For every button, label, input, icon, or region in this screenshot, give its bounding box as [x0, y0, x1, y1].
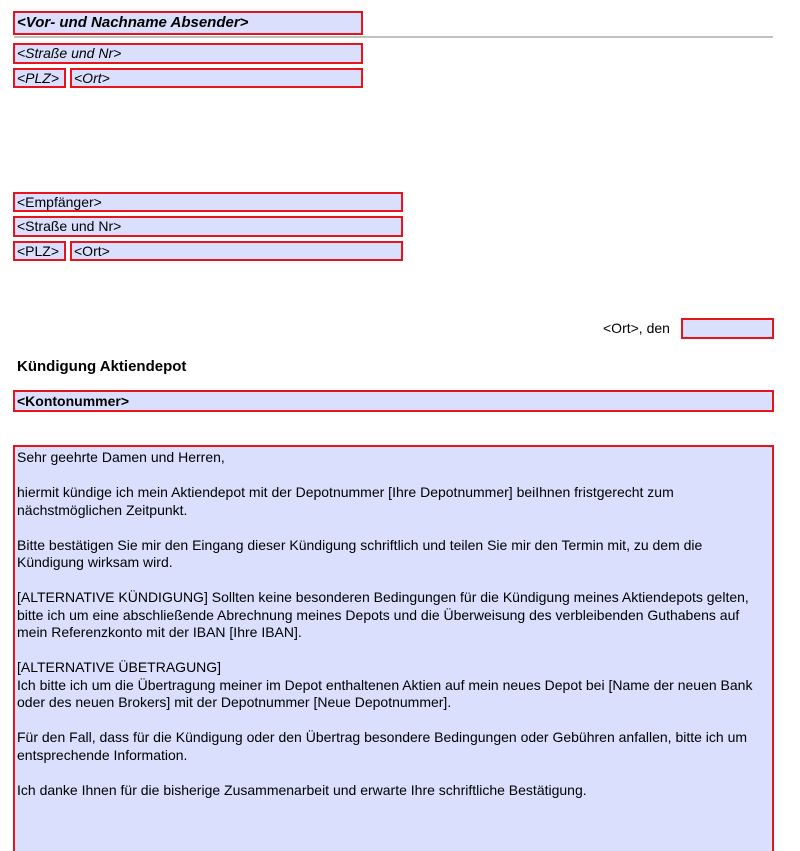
- letter-paragraph-2: Bitte bestätigen Sie mir den Eingang dieser Kündigung schriftlich und teilen Sie mir den Termin mit, zu dem die Kündigung wirksam wird.: [17, 536, 703, 570]
- letter-paragraph-6: Ich danke Ihnen für die bisherige Zusammenarbeit und erwarte Ihre schriftliche Bestätigung.: [17, 781, 587, 798]
- recipient-zip-field[interactable]: <PLZ>: [13, 241, 66, 261]
- date-field[interactable]: [681, 318, 774, 339]
- date-line-label: <Ort>, den: [603, 320, 670, 336]
- account-number-field[interactable]: <Kontonummer>: [13, 390, 774, 412]
- letter-paragraph-1: hiermit kündige ich mein Aktiendepot mit der Depotnummer [Ihre Depotnummer] beiIhnen fristgerecht zum nächstmöglichen Zeitpunkt.: [17, 484, 674, 518]
- letter-paragraph-4-heading: [ALTERNATIVE ÜBETRAGUNG]: [17, 659, 222, 675]
- sender-divider: [14, 36, 773, 38]
- sender-zip-field[interactable]: <PLZ>: [13, 68, 66, 88]
- recipient-name-field[interactable]: <Empfänger>: [13, 192, 403, 212]
- recipient-city-field[interactable]: <Ort>: [70, 241, 403, 261]
- subject-heading: Kündigung Aktiendepot: [17, 358, 187, 375]
- letter-body-field[interactable]: [13, 445, 774, 851]
- sender-city-field[interactable]: <Ort>: [70, 68, 363, 88]
- recipient-street-field[interactable]: <Straße und Nr>: [13, 216, 403, 237]
- letter-paragraph-3: [ALTERNATIVE KÜNDIGUNG] Sollten keine besonderen Bedingungen für die Kündigung meines Aktiendepots gelten, bitte ich um eine abschließende Abrechnung meines Depots und die Überweisung des verbleibenden Guthabens auf mein Referenzkonto mit der IBAN [Ihre IBAN].: [17, 589, 749, 640]
- letter-paragraph-4-text: Ich bitte ich um die Übertragung meiner im Depot enthaltenen Aktien auf mein neues Depot bei [Name der neuen Bank oder des neuen Brokers] mit der Depotnummer [Neue Depotnummer].: [17, 676, 753, 710]
- sender-name-field[interactable]: <Vor- und Nachname Absender>: [13, 11, 363, 35]
- letter-paragraph-4: [17, 659, 770, 712]
- salutation: Sehr geehrte Damen und Herren,: [17, 449, 225, 465]
- letter-paragraph-5: Für den Fall, dass für die Kündigung oder den Übertrag besondere Bedingungen oder Gebühren anfallen, bitte ich um entsprechende Information.: [17, 729, 748, 763]
- sender-street-field[interactable]: <Straße und Nr>: [13, 43, 363, 64]
